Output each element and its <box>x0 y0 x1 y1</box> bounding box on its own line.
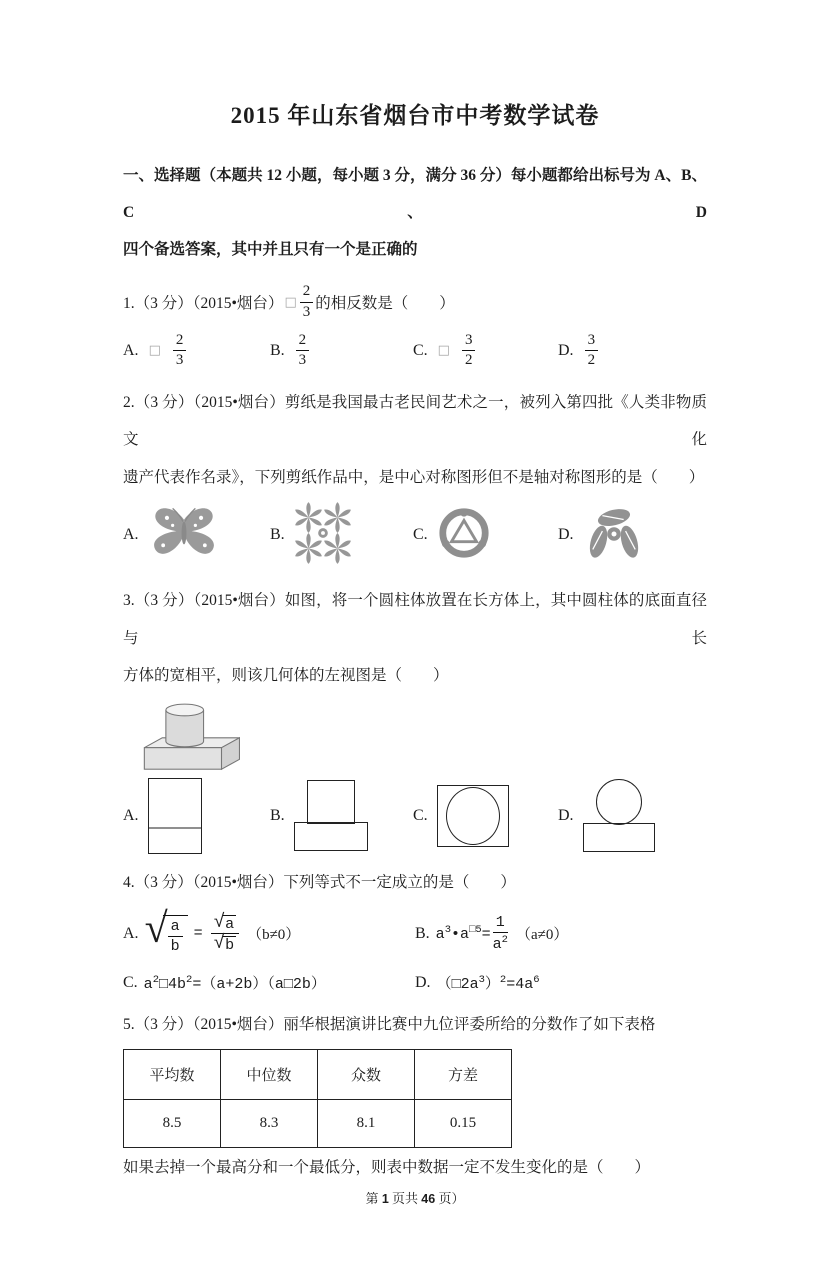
question-3 <box>123 582 707 855</box>
question-3-options <box>123 777 707 855</box>
table-header-row <box>124 1049 512 1099</box>
question-4-options-cd <box>123 969 707 997</box>
triangle-ring-papercut-icon <box>437 506 491 565</box>
radical-sign: √ <box>213 910 226 933</box>
question-5-stem: 5.（3 分）（2015•烟台）丽华根据演讲比赛中九位评委所给的分数作了如下表格 <box>123 1015 656 1033</box>
q2-option-c <box>413 506 558 565</box>
radical-sign: √ <box>213 932 226 954</box>
butterfly-papercut-icon <box>148 504 220 567</box>
question-3-stem-line1: 3.（3 分）（2015•烟台）如图，将一个圆柱体放置在长方体上，其中圆柱体的底面直径与长 <box>123 592 707 647</box>
page-footer: 第 1 页共 46 页） <box>365 1190 465 1206</box>
option-letter: B. <box>270 806 285 824</box>
option-letter: D. <box>558 341 574 359</box>
q1-stem-prefix: 1.（3 分）（2015•烟台） <box>123 295 284 312</box>
q2-option-a <box>123 504 270 567</box>
section-heading-line1: 一、选择题（本题共 12 小题，每小题 3 分，满分 36 分）每小题都给出标号为 A、B、C、D <box>123 167 707 221</box>
option-letter: A. <box>123 526 139 543</box>
option-letter: C. <box>413 341 428 359</box>
question-4-stem: 4.（3 分）（2015•烟台）下列等式不一定成立的是（ ） <box>123 873 516 891</box>
table-value-row <box>124 1099 512 1147</box>
value-cell: 8.3 <box>221 1099 318 1147</box>
q1-stem-suffix: 的相反数是（ ） <box>315 295 455 312</box>
value-cell: 8.5 <box>124 1099 221 1147</box>
question-1 <box>123 280 707 370</box>
q4-option-d <box>415 972 707 993</box>
section-heading <box>123 157 707 268</box>
question-2-options <box>123 500 707 570</box>
question-5-followup: 如果去掉一个最高分和一个最低分，则表中数据一定不发生变化的是（ ） <box>123 1158 651 1176</box>
fraction: $\frac{3}{2}$ <box>585 332 599 370</box>
value-cell: 8.1 <box>318 1099 415 1147</box>
header-cell: 众数 <box>318 1049 415 1099</box>
header-cell: 中位数 <box>221 1049 318 1099</box>
rectangle-with-divider-shape <box>148 778 202 854</box>
exam-page <box>123 99 707 1207</box>
option-letter: B. <box>415 924 430 942</box>
radical-sign: √ <box>144 905 168 952</box>
question-2-stem-line2: 遗产代表作名录》，下列剪纸作品中，是中心对称图形但不是轴对称图形的是（ ） <box>123 468 705 486</box>
radical-expression: √ $\frac{a}{b}$ <box>145 912 188 956</box>
fraction: $\frac{2}{3}$ <box>300 283 314 321</box>
radical-fraction: √ a √ b <box>211 914 239 954</box>
option-letter: A. <box>123 341 139 359</box>
header-cell: 平均数 <box>124 1049 221 1099</box>
q3-option-b <box>270 777 413 855</box>
option-letter: A. <box>123 924 139 942</box>
q1-option-a <box>123 332 270 370</box>
missing-minus-box: □ <box>437 343 450 359</box>
missing-minus-box: □ <box>148 343 161 359</box>
condition-text: （b≠0） <box>247 927 301 943</box>
option-letter: D. <box>415 973 431 991</box>
missing-minus-box: □ <box>284 294 297 310</box>
q1-option-d <box>558 332 707 370</box>
header-cell: 方差 <box>415 1049 512 1099</box>
option-letter: D. <box>558 806 574 824</box>
section-heading-line2: 四个备选答案，其中并且只有一个是正确的 <box>123 241 418 258</box>
square-on-rectangle-shape <box>294 780 368 852</box>
q4-option-b <box>415 914 707 954</box>
question-2 <box>123 384 707 571</box>
condition-text: （a≠0） <box>515 927 569 943</box>
fraction: $\frac{2}{3}$ <box>173 332 187 370</box>
page-number: 1 <box>381 1191 389 1206</box>
formula-expression: $a^2□4b^2=(a+2b)(a□2b)$ <box>143 974 326 993</box>
equals-sign: = <box>193 925 203 942</box>
circle-in-rectangle-shape <box>437 785 509 847</box>
question-1-stem <box>123 280 707 324</box>
circle-on-rectangle-shape <box>583 779 655 852</box>
option-letter: C. <box>413 806 428 824</box>
page-title: 2015 年山东省烟台市中考数学试卷 <box>230 103 600 128</box>
q3-option-c <box>413 777 558 855</box>
question-4-options-ab <box>123 907 707 961</box>
q1-option-b <box>270 332 413 370</box>
option-letter: B. <box>270 526 285 543</box>
leaf-swirl-papercut-icon <box>583 505 645 566</box>
question-1-options <box>123 332 707 370</box>
q2-option-b <box>270 502 413 569</box>
total-pages: 46 <box>421 1191 436 1206</box>
q3-option-a <box>123 777 270 855</box>
four-flowers-papercut-icon <box>294 502 352 569</box>
option-letter: B. <box>270 341 285 359</box>
q4-option-c <box>123 972 415 993</box>
q1-option-c <box>413 332 558 370</box>
divider-line <box>149 827 201 829</box>
fraction: $\frac{2}{3}$ <box>296 332 310 370</box>
formula-expression: $a^3•a^{□5}=$ $\frac{1}{a^2}$ <box>435 913 508 953</box>
cylinder-on-cuboid-figure <box>125 701 707 771</box>
option-letter: A. <box>123 806 139 824</box>
question-4 <box>123 869 707 997</box>
option-letter: D. <box>558 526 574 543</box>
fraction: $\frac{3}{2}$ <box>462 332 476 370</box>
q3-option-d <box>558 777 707 855</box>
scores-table <box>123 1049 512 1148</box>
q2-option-d <box>558 505 707 566</box>
value-cell: 0.15 <box>415 1099 512 1147</box>
question-2-stem-line1: 2.（3 分）（2015•烟台）剪纸是我国最古老民间艺术之一，被列入第四批《人类非物质文化 <box>123 393 707 448</box>
q4-option-a <box>123 905 415 956</box>
option-letter: C. <box>413 526 428 543</box>
option-letter: C. <box>123 973 138 991</box>
formula-expression: $(□2a^3)^2=4a^6$ <box>436 974 540 993</box>
question-5 <box>123 1011 707 1182</box>
question-3-stem-line2: 方体的宽相平，则该几何体的左视图是（ ） <box>123 667 449 684</box>
